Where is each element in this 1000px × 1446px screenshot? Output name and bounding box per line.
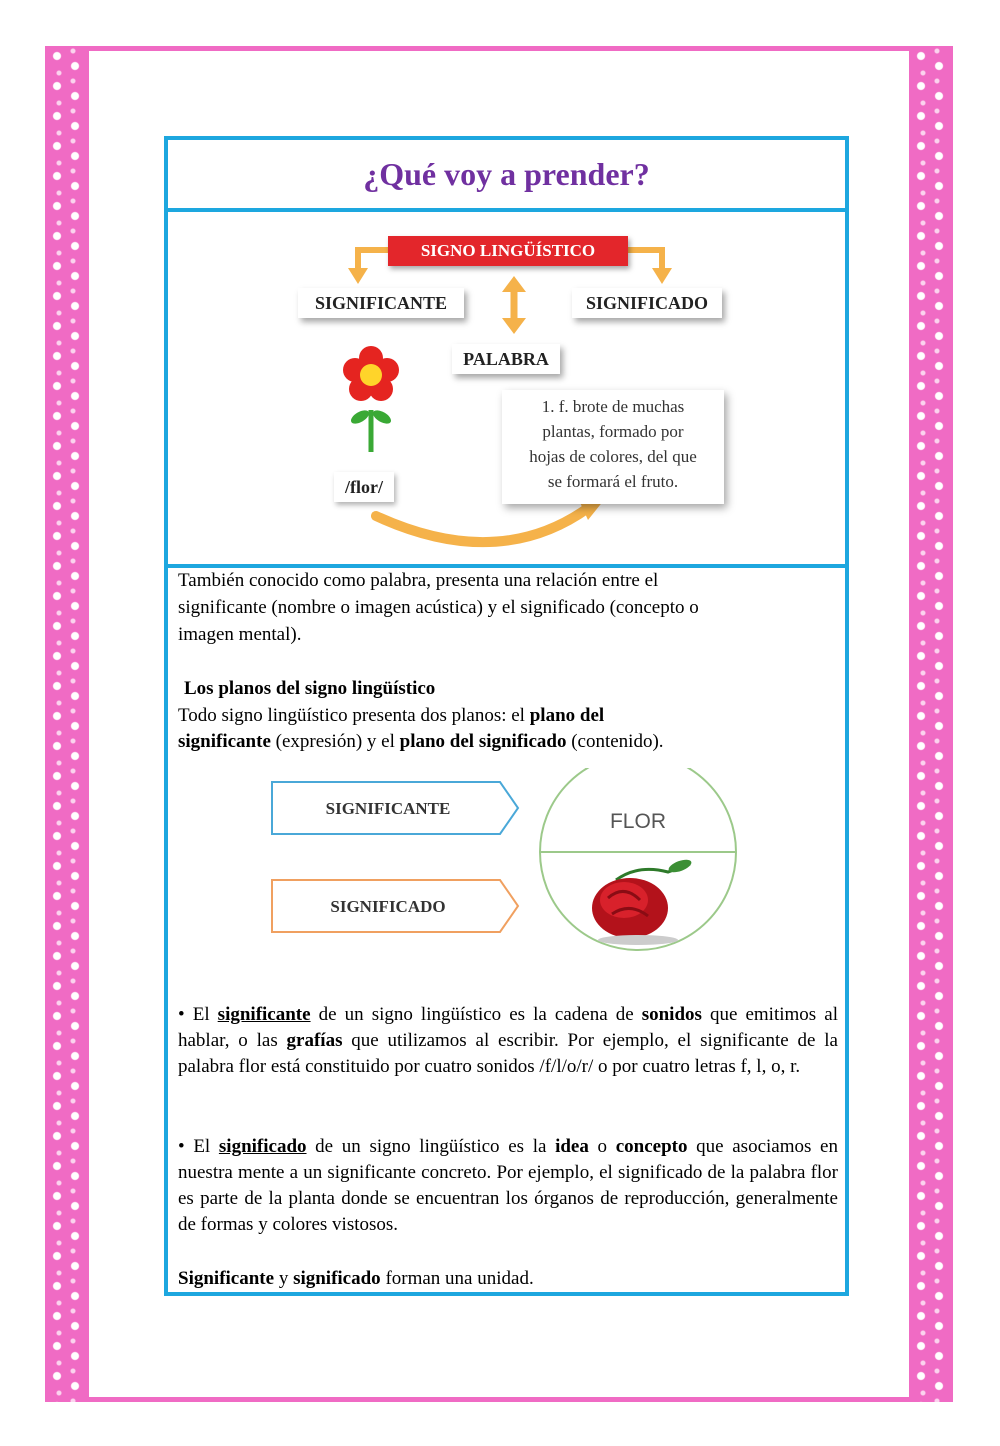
bold-text: significado bbox=[293, 1268, 381, 1289]
planos-line-2 bbox=[178, 729, 838, 755]
planos-diagram bbox=[168, 768, 845, 968]
significante-arrow-label: SIGNIFICANTE bbox=[325, 799, 451, 818]
bold-text: Significante bbox=[178, 1268, 275, 1289]
planos-line-1 bbox=[178, 703, 838, 729]
significado-arrow-label: SIGNIFICADO bbox=[330, 897, 446, 916]
text: • El bbox=[178, 1136, 219, 1157]
text: (expresión) y el bbox=[270, 731, 400, 752]
page-title: ¿Qué voy a prender? bbox=[168, 140, 845, 212]
explanation-text bbox=[168, 568, 845, 1292]
top-border-line bbox=[45, 46, 953, 51]
underlined-term: significante bbox=[217, 1004, 311, 1025]
definition-line: plantas, formado por bbox=[542, 422, 684, 441]
right-floral-border bbox=[909, 46, 953, 1402]
definition-line: 1. f. brote de muchas bbox=[541, 397, 685, 416]
text: (contenido). bbox=[566, 731, 664, 752]
circle-word: FLOR bbox=[609, 810, 667, 833]
text: y bbox=[274, 1268, 294, 1289]
intro-line: También conocido como palabra, presenta una relación entre el bbox=[178, 570, 659, 591]
text: que utilizamos al escribir. Por ejemplo, el significante de la palabra flor está constituido por cuatro sonidos /f/l/o/r/ o por cuatro letras f, l, o, r. bbox=[178, 1030, 838, 1077]
right-bracket-arrow bbox=[628, 250, 662, 270]
left-bracket-arrow bbox=[358, 250, 388, 270]
left-arrow-head bbox=[348, 268, 368, 284]
curved-arrow bbox=[376, 508, 588, 542]
left-floral-border bbox=[45, 46, 89, 1402]
definition-box bbox=[502, 390, 724, 504]
signo-diagram bbox=[168, 212, 845, 568]
underlined-term: significado bbox=[218, 1136, 307, 1157]
bottom-border-line bbox=[45, 1397, 953, 1402]
significante-paragraph bbox=[178, 1002, 838, 1080]
text: • El bbox=[178, 1004, 218, 1025]
text: de un signo lingüístico es la cadena de bbox=[310, 1004, 642, 1025]
flower-icon bbox=[343, 346, 399, 452]
text: de un signo lingüístico es la bbox=[306, 1136, 556, 1157]
closing-line bbox=[178, 1266, 838, 1292]
planos-heading: Los planos del signo lingüístico bbox=[184, 678, 436, 699]
definition-line: se formará el fruto. bbox=[547, 472, 679, 491]
double-arrow-up bbox=[502, 276, 526, 292]
text: Todo signo lingüístico presenta dos planos: el bbox=[178, 705, 530, 726]
text: que asociamos en nuestra mente a un significante concreto. Por ejemplo, el significado de la palabra flor es parte de la planta donde se encuentran los órganos de reproducción, generalmente de formas y colores vistosos. bbox=[178, 1136, 838, 1235]
bold-text: plano del significado bbox=[399, 731, 567, 752]
bold-text: concepto bbox=[615, 1136, 688, 1157]
double-arrow-down bbox=[502, 318, 526, 334]
right-arrow-head bbox=[652, 268, 672, 284]
bold-text: grafías bbox=[286, 1030, 343, 1051]
intro-line: imagen mental). bbox=[178, 624, 302, 645]
flor-word-label: /flor/ bbox=[334, 472, 394, 502]
significado-tag: SIGNIFICADO bbox=[572, 288, 722, 318]
text: que emitimos al hablar, o las bbox=[178, 1004, 838, 1051]
content-frame bbox=[164, 136, 849, 1296]
bold-text: sonidos bbox=[641, 1004, 702, 1025]
bold-text: significante bbox=[178, 731, 271, 752]
significante-tag: SIGNIFICANTE bbox=[298, 288, 464, 318]
bold-text: plano del bbox=[529, 705, 605, 726]
palabra-tag: PALABRA bbox=[452, 344, 560, 374]
text: forman una unidad. bbox=[380, 1268, 534, 1289]
intro-line: significante (nombre o imagen acústica) y el significado (concepto o bbox=[178, 597, 699, 618]
signo-linguistico-tag: SIGNO LINGÜÍSTICO bbox=[388, 236, 628, 266]
definition-line: hojas de colores, del que bbox=[529, 447, 697, 466]
bold-text: idea bbox=[555, 1136, 589, 1157]
text: o bbox=[588, 1136, 616, 1157]
significado-paragraph bbox=[178, 1134, 838, 1238]
